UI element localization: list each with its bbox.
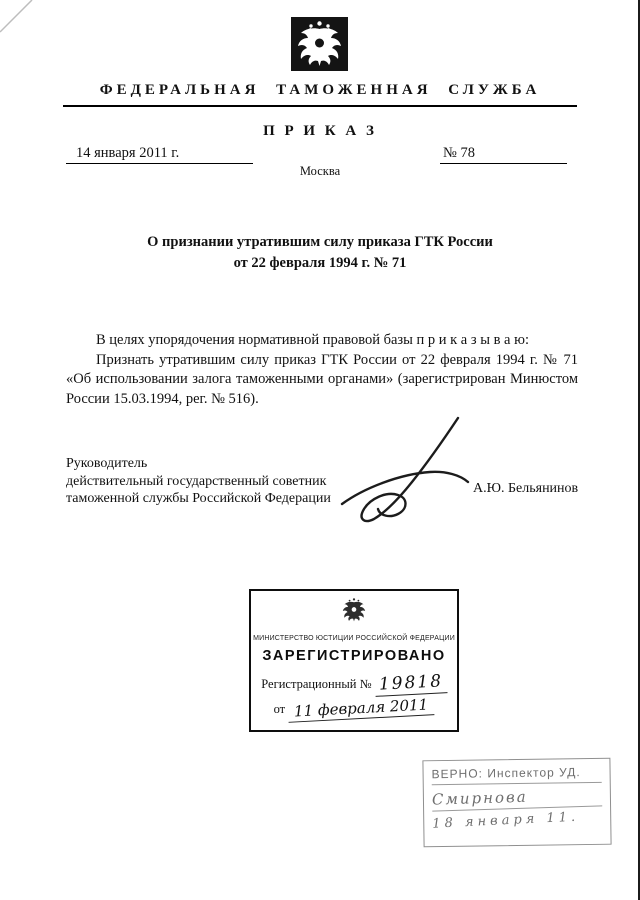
russia-coat-of-arms-icon	[291, 17, 348, 76]
doc-title-line2: от 22 февраля 1994 г. № 71	[233, 255, 407, 271]
body-paragraph-1: В целях упорядочения нормативной правовой базы п р и к а з ы в а ю:	[96, 332, 529, 348]
signatory-position-line1: Руководитель	[66, 456, 148, 471]
signatory-name: А.Ю. Бельянинов	[473, 481, 579, 496]
agency-name: ФЕДЕРАЛЬНАЯ ТАМОЖЕННАЯ СЛУЖБА	[99, 82, 541, 98]
verification-stamp-signature: Смирнова	[432, 785, 603, 811]
doc-city: Москва	[299, 164, 341, 178]
signatory-position-line3: таможенной службы Российской Федерации	[66, 491, 331, 506]
stamp-ministry-name: МИНИСТЕРСТВО ЮСТИЦИИ РОССИЙСКОЙ ФЕДЕРАЦИИ	[253, 635, 455, 642]
signatory-position-line2: действительный государственный советник	[66, 473, 327, 489]
doc-type-title: П Р И К А З	[263, 123, 377, 139]
stamp-registered-label: ЗАРЕГИСТРИРОВАНО	[262, 648, 446, 664]
body-text	[66, 331, 578, 409]
stamp-reg-number-label: Регистрационный №	[261, 677, 372, 691]
header-rule	[63, 105, 577, 107]
doc-number: № 78	[443, 145, 475, 161]
verification-stamp	[422, 758, 611, 848]
stamp-date-label: от	[273, 702, 286, 716]
handwritten-signature-icon	[330, 412, 490, 547]
registration-stamp	[249, 589, 459, 732]
doc-date: 14 января 2011 г.	[76, 145, 180, 161]
stamp-reg-number-line	[251, 673, 457, 695]
verification-stamp-date: 18 января 11.	[431, 809, 580, 832]
doc-title	[70, 232, 570, 274]
stamp-date-line	[251, 695, 457, 721]
body-paragraph-2: Признать утратившим силу приказ ГТК России от 22 февраля 1994 г. № 71 «Об использовании залога таможенными органами» (зарегистрирован Минюстом России 15.03.1994, рег. № 516).	[66, 351, 578, 407]
signatory-position	[66, 455, 331, 508]
doc-title-line1: О признании утратившим силу приказа ГТК России	[147, 234, 493, 250]
stamp-date-value: 11 февраля 2011	[288, 695, 435, 723]
stamp-reg-number-value: 19818	[374, 671, 447, 697]
corner-cut-mark	[0, 0, 40, 40]
stamp-coat-of-arms-icon	[339, 596, 369, 624]
verification-stamp-title: ВЕРНО: Инспектор УД.	[431, 765, 601, 785]
